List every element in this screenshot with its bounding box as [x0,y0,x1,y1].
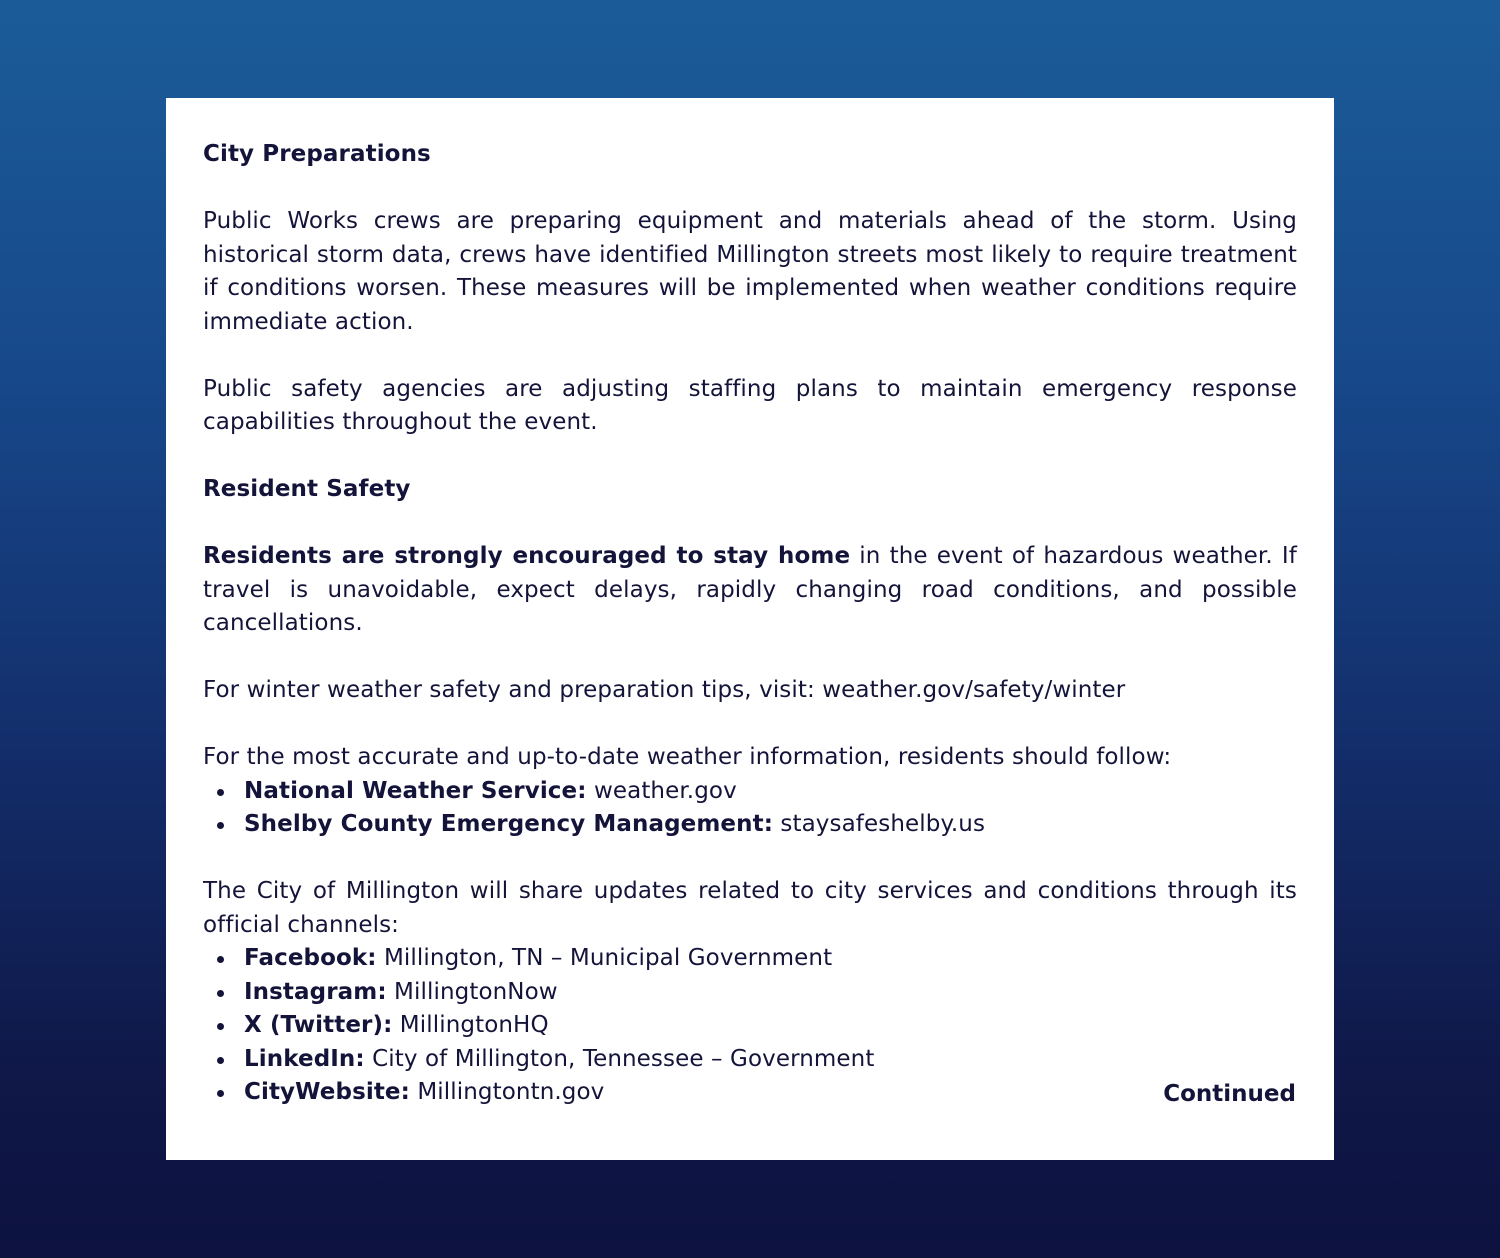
list-item: Shelby County Emergency Management: staysafeshelby.us [244,808,1297,842]
heading-city-preparations: City Preparations [203,141,431,167]
paragraph-public-works: Public Works crews are preparing equipment and materials ahead of the storm. Using historical storm data, crews have identified Millington streets most likely to require treatment if conditions worsen. These measures will be implemented when weather conditions require immediate action. [203,208,1297,335]
list-item: Facebook: Millington, TN – Municipal Government [244,942,1297,976]
list-item: National Weather Service: weather.gov [244,775,1297,809]
list-item: LinkedIn: City of Millington, Tennessee – Government [244,1043,1297,1077]
list-item: Instagram: MillingtonNow [244,976,1297,1010]
heading-resident-safety: Resident Safety [203,476,411,502]
paragraph-safety-tips: For winter weather safety and preparation tips, visit: weather.gov/safety/winter [203,677,1126,703]
stay-home-rest: in the event of hazardous weather. If travel is unavoidable, expect delays, rapidly changing road conditions, and possible cancellations. [203,543,1297,636]
paragraph-follow-sources: For the most accurate and up-to-date weather information, residents should follow: [203,744,1172,770]
list-item: X (Twitter): MillingtonHQ [244,1009,1297,1043]
paragraph-official-channels: The City of Millington will share updates related to city services and conditions through its official channels: [203,878,1297,938]
sources-list [203,775,1297,842]
paragraph-stay-home [203,540,1297,641]
content-card [166,98,1334,1160]
channels-list [203,942,1297,1110]
continued-label: Continued [1163,1081,1296,1107]
stay-home-emphasis: Residents are strongly encouraged to stay home [203,543,851,569]
paragraph-public-safety: Public safety agencies are adjusting staffing plans to maintain emergency response capabilities throughout the event. [203,375,1297,435]
document-body [203,138,1297,1110]
list-item: CityWebsite: Millingtontn.gov [244,1076,1297,1110]
